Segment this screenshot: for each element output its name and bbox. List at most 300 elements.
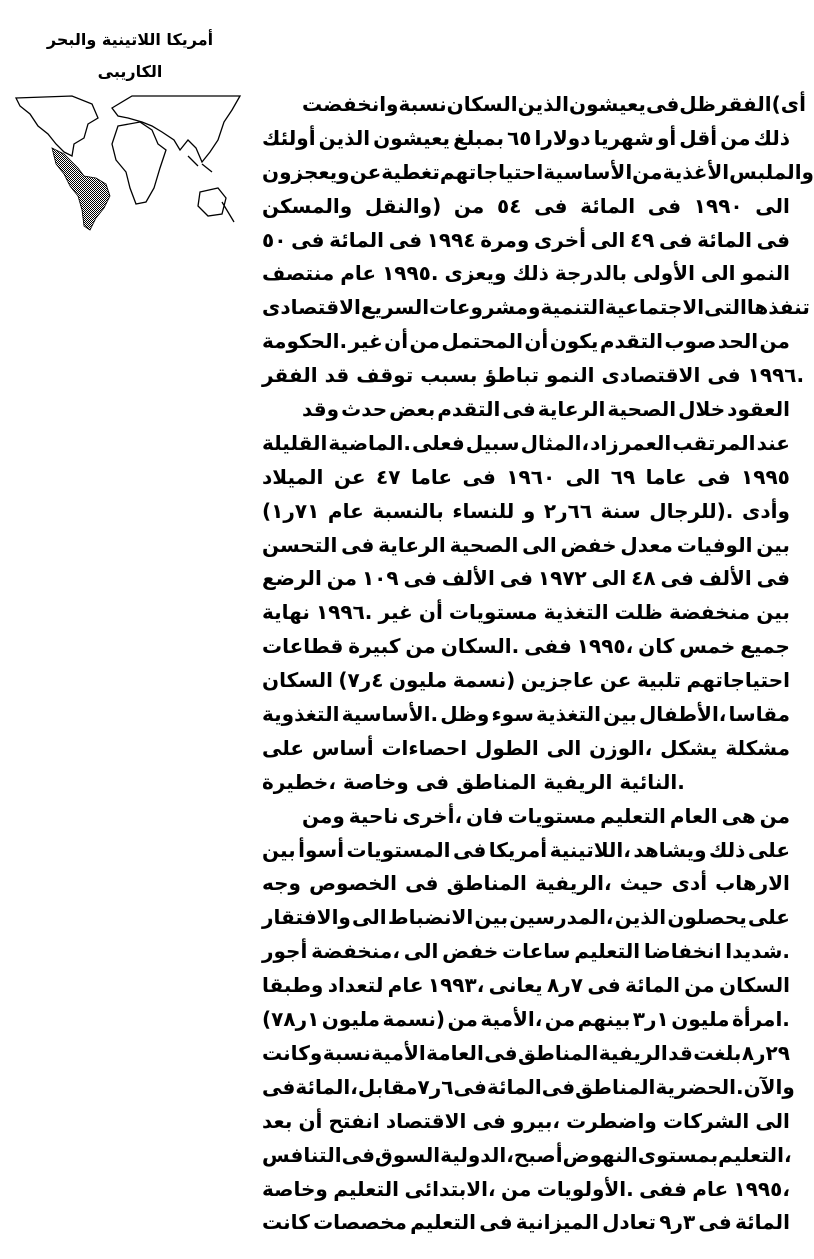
text-line (262, 596, 790, 630)
word: امرأة. (731, 1007, 790, 1032)
word: مشكلة (725, 735, 790, 760)
word: من (405, 634, 436, 659)
word: توقف (356, 363, 414, 388)
word: فى (484, 1040, 518, 1065)
word: ١٩٩٤ (426, 227, 476, 252)
word: الى (700, 261, 736, 286)
text-line (262, 190, 790, 224)
word: قطاعات (262, 634, 344, 659)
word: المائة (580, 193, 636, 218)
word: ذلك (709, 837, 746, 862)
word: (٤ر٧ (338, 668, 384, 693)
word: وأدى (742, 498, 790, 523)
text-line (262, 935, 790, 969)
word: فى (645, 92, 680, 116)
text-line (262, 766, 790, 800)
word: أن (384, 329, 409, 354)
word: فى (479, 1210, 513, 1235)
word: الى (352, 905, 387, 930)
word: بلغت (693, 1040, 742, 1065)
word: عاجزين (520, 668, 595, 693)
word: من (684, 973, 715, 998)
word: التغذوية (262, 702, 340, 727)
word: التى (704, 295, 747, 320)
word: فى (697, 464, 731, 489)
word: هى (721, 803, 756, 828)
word: فى (403, 566, 437, 591)
word: ١٩٩٦. (747, 363, 805, 388)
word: الريفية (543, 769, 613, 794)
word: فى (756, 566, 790, 591)
word: الحد (717, 329, 759, 354)
word: المائة (735, 1210, 790, 1235)
word: أن (298, 1108, 323, 1133)
word: الذين (318, 125, 371, 150)
word: ففى (524, 634, 572, 659)
word: مليون (671, 1007, 730, 1032)
word: ساعات (502, 939, 571, 964)
word: نسمة) (382, 1007, 446, 1032)
word: فى (388, 227, 423, 252)
word: مليون (321, 1007, 381, 1032)
word: بالدرجة (554, 261, 628, 286)
word: العام (669, 803, 718, 828)
word: فى (587, 973, 621, 998)
word: فى (472, 1108, 506, 1133)
text-line (262, 1071, 795, 1105)
word: المثال، (520, 430, 590, 455)
text-line (262, 495, 790, 529)
word: وقد (302, 397, 340, 422)
word: ظل (679, 92, 716, 116)
word: غير (348, 329, 383, 354)
word: ١٩٩٥، (576, 634, 634, 659)
word: شهريا (593, 125, 654, 150)
word: فى (534, 193, 568, 218)
text-line (262, 1105, 790, 1139)
word: المائة (625, 973, 680, 998)
word: ويعجزون (262, 159, 350, 184)
word: ١٩٧٢ (537, 566, 587, 591)
word: الريفية، (535, 871, 612, 896)
word: النمو (741, 261, 790, 286)
word: فى (415, 769, 450, 794)
word: ٦٦ر٢ (543, 498, 593, 523)
word: الذين (517, 92, 570, 116)
word: من (501, 1176, 532, 1201)
north-america-shape (16, 96, 98, 156)
word: أن (418, 600, 443, 625)
word: عام (387, 973, 424, 998)
word: العقود (727, 397, 790, 422)
word: والمسكن (262, 193, 353, 218)
word: القليلة (262, 430, 328, 455)
word: تباطؤ (484, 363, 539, 388)
word: الانضباط (387, 905, 474, 930)
word: ١ر٣ (632, 1007, 669, 1032)
text-line (262, 901, 790, 935)
word: أجور (262, 939, 308, 964)
word: الاقتصاد (385, 1108, 467, 1133)
word: الريفية (598, 1040, 668, 1065)
word: شديدا. (725, 939, 790, 964)
word: السريع (360, 295, 430, 320)
word: بين (756, 600, 790, 625)
word: ٤٩ (629, 227, 655, 252)
word: السكان. (440, 634, 520, 659)
word: ٦٩ (610, 464, 636, 489)
word: (أى (771, 92, 806, 116)
word: جميع (740, 634, 790, 659)
word: فى (341, 532, 375, 557)
word: على (262, 735, 305, 760)
word: تلبية (636, 668, 682, 693)
text-line (262, 427, 790, 461)
word: وطبقا (262, 973, 324, 998)
word: نهاية (262, 600, 310, 625)
word: أو (656, 125, 677, 150)
word: ومشروعات (429, 295, 541, 320)
text-line (262, 698, 790, 732)
text-line (262, 461, 790, 495)
word: يكون (549, 329, 599, 354)
word: لتعداد (327, 973, 384, 998)
word: الألف (698, 566, 752, 591)
word: والافتقار (262, 905, 351, 930)
word: بمستوى (637, 1142, 719, 1167)
word: خفض (560, 532, 617, 557)
text-line (262, 834, 790, 868)
text-line (262, 88, 806, 122)
word: بين (756, 532, 790, 557)
word: الحضرية. (655, 1074, 744, 1099)
word: الحكومة. (262, 329, 348, 354)
word: يعيشون (569, 92, 646, 116)
word: يعانى (488, 973, 543, 998)
word: الرعاية (378, 532, 446, 557)
word: على (747, 905, 790, 930)
word: زاد (590, 430, 619, 455)
word: يشكل (660, 735, 718, 760)
word: بعض (389, 397, 436, 422)
word: المدرسين، (509, 905, 614, 930)
word: الوفيات (676, 532, 753, 557)
article-body (262, 88, 814, 1240)
text-line (262, 1037, 790, 1071)
word: حيث (619, 871, 664, 896)
word: المستويات (346, 837, 451, 862)
word: تنفذها (746, 295, 810, 320)
word: خمس (679, 634, 736, 659)
word: المناطق (518, 1040, 599, 1065)
word: الى (755, 1108, 790, 1133)
word: أمريكا (488, 837, 548, 862)
word: الأساسية (543, 159, 633, 184)
word: أخرى (533, 227, 586, 252)
word: التغذية (543, 600, 609, 625)
word: بيرو، (511, 1108, 561, 1133)
word: الى (565, 464, 601, 489)
word: المائة (329, 227, 385, 252)
word: الميزانية (515, 1210, 599, 1235)
text-line (262, 732, 790, 766)
word: التنمية (540, 295, 605, 320)
word: فى (660, 566, 694, 591)
word: الدولية، (440, 1142, 514, 1167)
word: بمبلغ (453, 125, 505, 150)
word: عاما (410, 464, 453, 489)
word: ١٩٩٥ (741, 464, 790, 489)
word: فى (647, 193, 682, 218)
word: غير (378, 600, 413, 625)
word: ١٩٩٠ (693, 193, 743, 218)
word: فى (499, 566, 534, 591)
word: منخفضة، (311, 939, 400, 964)
word: انخفاضا (643, 939, 722, 964)
text-line (262, 529, 790, 563)
text-line (262, 867, 790, 901)
word: بعد (262, 1108, 293, 1133)
word: التعليم، (718, 1142, 792, 1167)
word: انفتح (328, 1108, 380, 1133)
word: بينهم (577, 1007, 631, 1032)
word: كبيرة (348, 634, 401, 659)
word: فى (405, 871, 439, 896)
word: الصحية (449, 532, 519, 557)
word: التعليم (410, 1210, 476, 1235)
word: كان (638, 634, 675, 659)
text-line (262, 664, 790, 698)
word: عن (333, 464, 366, 489)
text-line (262, 562, 790, 596)
sidebar-title-line-2: الكاريبى (97, 62, 163, 81)
word: مليون (388, 668, 448, 693)
word: ١٩٩٥، (733, 1176, 790, 1201)
text-line (262, 1139, 790, 1173)
word: فى (698, 1210, 732, 1235)
text-line (262, 1206, 790, 1240)
text-line (262, 359, 805, 393)
text-line (262, 393, 790, 427)
word: من (326, 566, 358, 591)
word: احصاءات (381, 735, 468, 760)
word: مستويات (507, 803, 597, 828)
text-line (262, 156, 814, 190)
word: من (447, 1007, 478, 1032)
word: المرتقب (672, 430, 756, 455)
word: والنقل) (364, 193, 442, 218)
word: المائة (486, 1074, 542, 1099)
word: سوء (491, 702, 534, 727)
word: الماضية. (328, 430, 411, 455)
word: الفقر (716, 92, 772, 116)
word: من (759, 803, 790, 828)
word: الألف (441, 566, 495, 591)
word: (٧١ر١ (262, 498, 320, 523)
word: الارهاب (715, 871, 790, 896)
word: سنة (600, 498, 641, 523)
word: والملبس (729, 159, 814, 184)
word: أصبح (513, 1142, 563, 1167)
word: خفض (442, 939, 499, 964)
word: ذلك (753, 125, 790, 150)
word: الابتدائى، (404, 1176, 496, 1201)
word: وخاصة (262, 1176, 328, 1201)
word: المناطق (575, 1074, 656, 1099)
text-line (262, 224, 790, 258)
word: عام (327, 498, 364, 523)
word: الاجتماعية (604, 295, 705, 320)
australia-shape (198, 188, 226, 216)
sidebar-title-line-1: أمريكا اللاتينية والبحر (46, 30, 214, 49)
word: على (747, 837, 790, 862)
text-line (262, 325, 790, 359)
word: ففى (639, 1176, 687, 1201)
word: الرعاية (537, 397, 606, 422)
word: معدل (620, 532, 673, 557)
word: من (453, 193, 485, 218)
text-line (262, 257, 790, 291)
word: السكان (719, 973, 790, 998)
text-line (262, 800, 790, 834)
word: قد (668, 1040, 693, 1065)
word: السوق (374, 1142, 441, 1167)
word: التحسن (262, 532, 338, 557)
text-line (262, 630, 790, 664)
word: ١٩٦٠ (506, 464, 556, 489)
word: النمو (546, 363, 595, 388)
word: ٥٤ (497, 193, 522, 218)
word: للرجال). (649, 498, 734, 523)
word: المناطق (456, 769, 537, 794)
word: بين (474, 905, 509, 930)
word: من (632, 159, 663, 184)
word: من (720, 125, 751, 150)
word: الشركات (662, 1108, 750, 1133)
word: عن (349, 159, 382, 184)
word: الى (591, 566, 627, 591)
word: التعليم (600, 803, 666, 828)
word: الطول (475, 735, 539, 760)
eurasia-shape (112, 96, 240, 162)
word: التقدم (599, 329, 663, 354)
word: خلال (678, 397, 726, 422)
word: أسوأ (298, 837, 345, 862)
word: النائية. (619, 769, 685, 794)
word: ٦٥ (507, 125, 532, 150)
word: و (522, 498, 536, 523)
latin-america-shape (52, 148, 110, 230)
word: ١٩٩٦. (315, 600, 373, 625)
word: المناطق (446, 871, 527, 896)
word: التغذية (536, 702, 602, 727)
word: يحصلون (667, 905, 747, 930)
word: منخفضة (668, 600, 751, 625)
word: ٣ر٩ (659, 1210, 696, 1235)
word: الاقتصادى (601, 363, 701, 388)
word: الميلاد (262, 464, 324, 489)
word: صوب (664, 329, 717, 354)
word: عام (692, 1176, 729, 1201)
word: وخاصة (342, 769, 409, 794)
word: من (759, 329, 790, 354)
word: النهوض (562, 1142, 638, 1167)
text-line (262, 291, 810, 325)
word: نسمة) (452, 668, 516, 693)
word: الأمية، (480, 1007, 543, 1032)
word: الى (522, 532, 557, 557)
word: الأطفال، (638, 702, 727, 727)
word: الأولويات. (536, 1176, 634, 1201)
word: الصحية (607, 397, 677, 422)
word: عند (756, 430, 790, 455)
text-line (262, 969, 790, 1003)
word: تعادل (602, 1210, 656, 1235)
word: التعليم (333, 1176, 400, 1201)
word: فى (462, 464, 496, 489)
word: الخصوص (309, 871, 398, 896)
word: ٦ر٧ (417, 1074, 454, 1099)
word: بين (262, 837, 296, 862)
word: الأمية (371, 1040, 426, 1065)
word: ظلت (614, 600, 663, 625)
word: فى (541, 1074, 576, 1099)
word: فى (756, 227, 790, 252)
word: مخصصات (313, 1210, 407, 1235)
text-line (262, 1173, 790, 1207)
word: نسبة (398, 92, 447, 116)
word: فى (707, 363, 741, 388)
word: أساس (311, 735, 374, 760)
word: منتصف (262, 261, 335, 286)
word: من (544, 1007, 576, 1032)
text-line (262, 122, 790, 156)
word: فى (453, 1074, 487, 1099)
word: الرضع (262, 566, 322, 591)
word: فى (502, 397, 536, 422)
word: عام (340, 261, 377, 286)
word: المائة (697, 227, 752, 252)
word: أن (524, 329, 549, 354)
word: ومرة (480, 227, 530, 252)
word: التنافس (262, 1142, 342, 1167)
word: الفقر (262, 363, 318, 388)
word: يعيشون (373, 125, 451, 150)
word: بالنسبة (372, 498, 444, 523)
word: كانت (262, 1210, 310, 1235)
word: ٤٧ (376, 464, 401, 489)
word: المحتمل (441, 329, 523, 354)
text-line (262, 1003, 790, 1037)
word: عن (599, 668, 632, 693)
word: العمر (619, 430, 672, 455)
word: السكان (262, 668, 333, 693)
word: اللاتينية، (549, 837, 631, 862)
word: المائة، (295, 1074, 358, 1099)
word: الاقتصادى (262, 295, 361, 320)
word: واضطرت (566, 1108, 657, 1133)
word: ٢٩ر٨ (741, 1040, 790, 1065)
word: بسبب (420, 363, 478, 388)
word: أدى (671, 871, 708, 896)
word: وكانت (262, 1040, 323, 1065)
word: ٥٠ (262, 227, 287, 252)
word: فى (341, 1142, 375, 1167)
word: احتياجاتهم (439, 159, 544, 184)
word: فعلى (411, 430, 465, 455)
word: الى (546, 735, 582, 760)
word: ناحية (348, 803, 399, 828)
